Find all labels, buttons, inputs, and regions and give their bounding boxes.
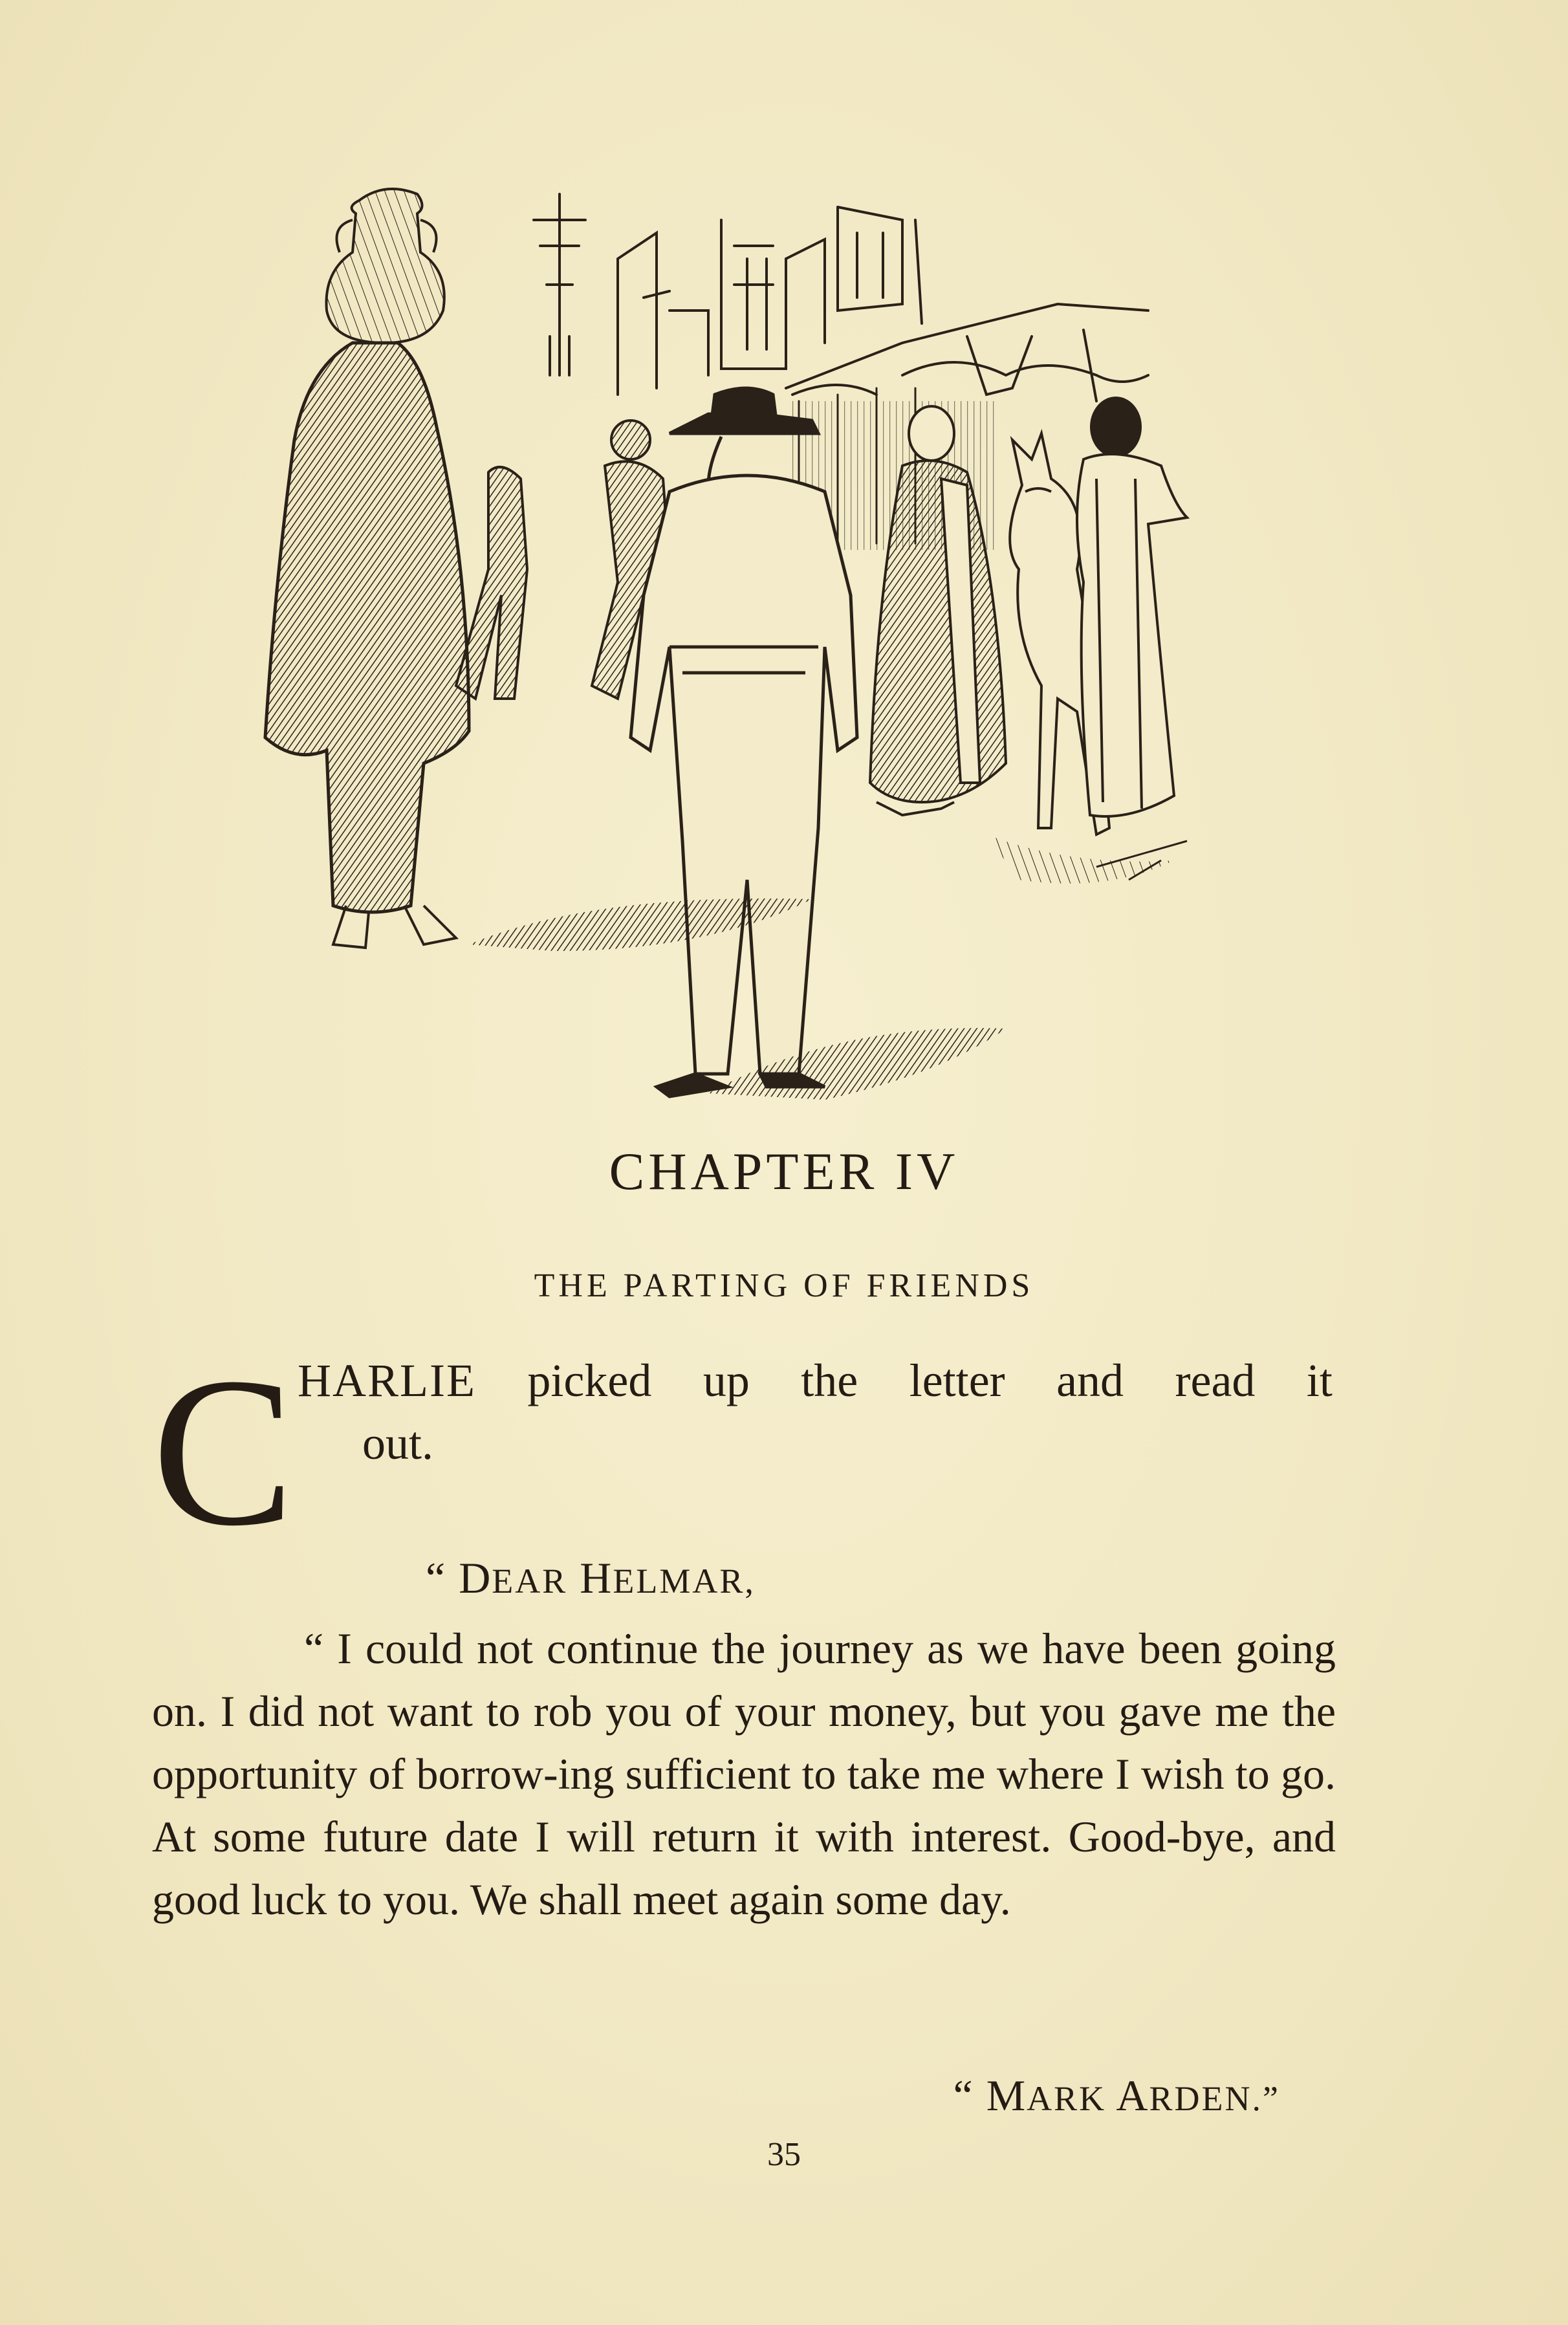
- chapter-title: CHAPTER IV: [609, 1142, 959, 1201]
- salutation-smallcaps: EAR: [492, 1562, 568, 1600]
- opening-tail: out.: [362, 1417, 434, 1469]
- signature-initial: A: [1116, 2071, 1149, 2120]
- opening-word: letter: [909, 1355, 1005, 1406]
- opening-word: up: [702, 1355, 750, 1406]
- letter-body: “ I could not continue the journey as we have been going on. I did not want to rob you of your money, but you gave me the opportunity of borrow-ing sufficient to take me where I wish to go. At some future date I will return it with interest. Good-bye, and good luck to you. We shall meet again some day.: [152, 1624, 1336, 1924]
- salutation-initial: D: [459, 1553, 492, 1602]
- salutation-initial: H: [580, 1553, 613, 1602]
- opening-first-word: HARLIE: [298, 1355, 476, 1406]
- street-scene-illustration: [256, 181, 1239, 1113]
- signature-smallcaps: ARK: [1027, 2079, 1107, 2118]
- chapter-subtitle: THE PARTING OF FRIENDS: [534, 1267, 1034, 1304]
- opening-word: picked: [527, 1355, 652, 1406]
- letter-salutation: [426, 1553, 756, 1602]
- opening-word: the: [801, 1355, 858, 1406]
- signature-smallcaps: RDEN.”: [1149, 2079, 1280, 2118]
- page-number: 35: [767, 2136, 801, 2173]
- letter-signature: [953, 2071, 1281, 2120]
- salutation-smallcaps: ELMAR,: [613, 1562, 756, 1600]
- signature-quote: “: [953, 2071, 974, 2120]
- opening-word: read: [1175, 1355, 1256, 1406]
- opening-line: [298, 1357, 1333, 1404]
- opening-word: and: [1056, 1355, 1124, 1406]
- opening-word: it: [1306, 1355, 1333, 1406]
- drop-cap: C: [152, 1334, 295, 1570]
- signature-initial: M: [986, 2071, 1027, 2120]
- salutation-quote: “: [426, 1553, 447, 1602]
